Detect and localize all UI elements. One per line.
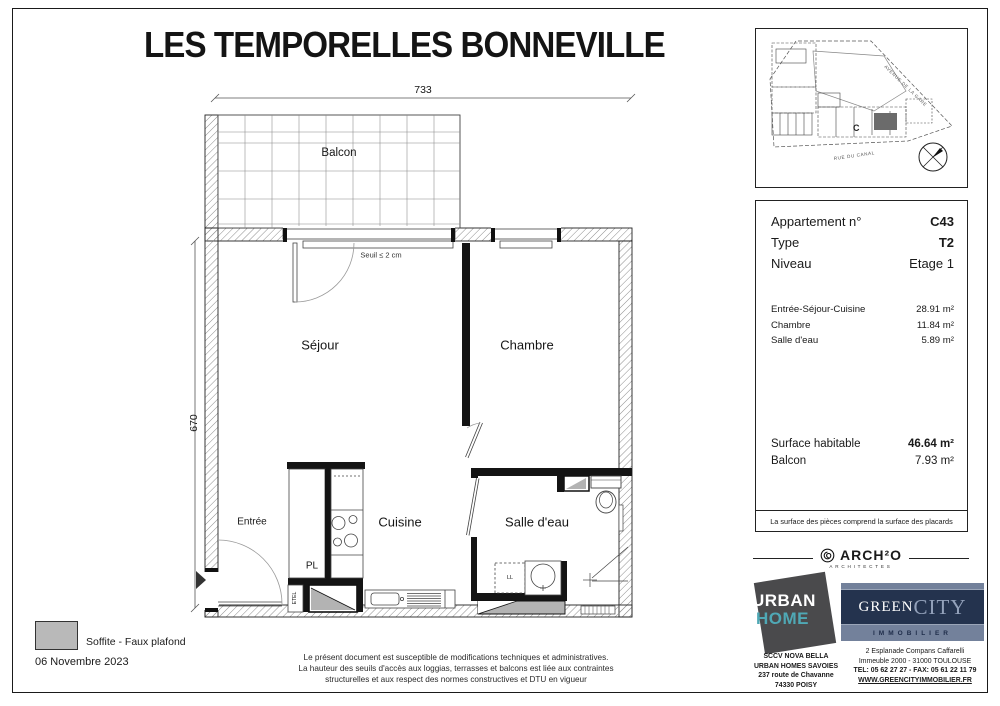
dimension-width: 733 xyxy=(414,84,432,96)
type-label: Type xyxy=(771,235,800,250)
disclaimer-line: La hauteur des seuils d'accès aux loggias, terrasses et balcons est liée aux contraintes xyxy=(298,664,614,674)
apartment-number-value: C43 xyxy=(930,214,954,229)
area-row xyxy=(771,320,954,331)
info-panel xyxy=(755,200,968,532)
wall-openings xyxy=(203,226,561,610)
apartment-number-label: Appartement n° xyxy=(771,214,862,229)
surface-label: Balcon xyxy=(771,455,807,467)
arch2o-logo xyxy=(753,543,969,573)
arch2o-subtitle: ARCHITECTES xyxy=(829,564,893,569)
surface-row xyxy=(771,438,954,450)
developer-address xyxy=(750,652,842,691)
soffit-legend xyxy=(35,621,186,650)
area-row xyxy=(771,304,954,315)
greencity-address xyxy=(845,647,985,686)
urban-home-home: HOME xyxy=(756,609,809,628)
label-ll: LL xyxy=(506,575,514,581)
washbasin-icon xyxy=(525,561,561,595)
room-label-balcon: Balcon xyxy=(321,147,357,159)
surface-label: Surface habitable xyxy=(771,438,861,450)
apartment-identity xyxy=(771,214,954,277)
address-line: 74330 POISY xyxy=(774,681,818,689)
wc-icon xyxy=(564,476,621,513)
greencity-logo xyxy=(841,583,984,641)
shower-channel-icon xyxy=(581,606,615,614)
area-label: Salle d'eau xyxy=(771,335,819,346)
room-label-chambre: Chambre xyxy=(500,337,554,353)
level-label: Niveau xyxy=(771,256,812,271)
bedroom-window xyxy=(491,228,561,248)
disclaimer-line: Le présent document est susceptible de modifications techniques et administratives. xyxy=(303,653,609,662)
address-website: WWW.GREENCITYIMMOBILIER.FR xyxy=(858,676,972,684)
balcony-grid xyxy=(218,115,460,228)
address-line: 237 route de Chavanne xyxy=(758,672,834,680)
surface-summary xyxy=(771,438,954,472)
room-label-sejour: Séjour xyxy=(301,337,339,353)
greencity-green: GREEN xyxy=(858,598,914,615)
greencity-immobilier: IMMOBILIER xyxy=(841,624,984,641)
logo-rule-right xyxy=(909,558,969,559)
street-rue-du-canal: RUE DU CANAL xyxy=(833,150,876,161)
area-value: 11.84 m² xyxy=(916,319,954,331)
site-map-drawing xyxy=(756,29,967,187)
surface-note: La surface des pièces comprend la surface des placards xyxy=(756,510,967,531)
address-line: URBAN HOMES SAVOIES xyxy=(753,662,839,670)
arch2o-name: ARCH²O xyxy=(840,547,902,563)
site-outline xyxy=(770,41,952,147)
surface-row xyxy=(771,455,954,467)
room-label-cuisine: Cuisine xyxy=(378,514,422,530)
kitchen-stove-icon xyxy=(331,469,363,578)
dimension-height: 670 xyxy=(188,414,200,432)
label-seuil: Seuil ≤ 2 cm xyxy=(360,250,402,260)
type-value: T2 xyxy=(938,235,954,250)
area-label: Chambre xyxy=(771,319,811,331)
room-label-entree: Entrée xyxy=(237,516,267,528)
site-map xyxy=(755,28,968,188)
soffit-swatch xyxy=(35,621,78,650)
kitchen-soffit xyxy=(309,585,357,612)
bathroom-door xyxy=(467,478,480,536)
soffit-label: Soffite - Faux plafond xyxy=(86,636,186,648)
urban-home-logo xyxy=(750,572,845,657)
towel-rail-icon xyxy=(619,505,623,531)
disclaimer xyxy=(240,652,672,685)
area-row xyxy=(771,335,954,346)
balcony-sliding-door xyxy=(283,228,455,248)
label-pl: PL xyxy=(305,560,319,572)
address-line: 2 Esplanade Compans Caffarelli xyxy=(865,648,965,655)
compass-icon xyxy=(919,143,947,171)
address-phone: TEL: 05 62 27 27 - FAX: 05 61 22 11 79 xyxy=(853,667,977,675)
label-etel: ETEL xyxy=(292,591,298,605)
room-areas xyxy=(771,304,954,351)
area-value: 5.89 m² xyxy=(921,335,954,346)
logo-rule-left xyxy=(753,558,813,559)
area-label: Entrée-Séjour-Cuisine xyxy=(771,304,866,315)
greencity-city: CITY xyxy=(913,594,967,619)
floor-plan xyxy=(185,85,645,633)
living-room-door xyxy=(293,243,354,302)
kitchen-sink-icon xyxy=(365,590,455,608)
bathroom-soffit xyxy=(478,601,565,614)
page-title: LES TEMPORELLES BONNEVILLE xyxy=(144,24,665,65)
surface-value: 46.64 m² xyxy=(907,438,954,450)
document-date: 06 Novembre 2023 xyxy=(35,656,129,668)
disclaimer-line: structurelles et aux respect des normes constructives et DTU en vigueur xyxy=(325,675,587,685)
surface-value: 7.93 m² xyxy=(915,455,954,467)
arch2o-spiral-icon xyxy=(820,548,835,563)
greencity-band-top xyxy=(841,583,984,590)
level-value: Etage 1 xyxy=(909,256,954,271)
address-line: SCCV NOVA BELLA xyxy=(763,653,829,660)
street-avenue-de-la-gare: AVENUE DE LA GARE xyxy=(883,64,929,108)
area-value: 28.91 m² xyxy=(916,304,954,315)
site-highlight-apartment xyxy=(874,113,897,130)
floor-plan-drawing xyxy=(185,85,645,633)
site-building-c-label: C xyxy=(853,123,860,133)
urban-home-urban: URBAN xyxy=(752,591,816,610)
room-label-salle-eau: Salle d'eau xyxy=(505,514,569,530)
bedroom-door xyxy=(466,422,483,458)
address-line: Immeuble 2000 - 31000 TOULOUSE xyxy=(858,657,972,665)
